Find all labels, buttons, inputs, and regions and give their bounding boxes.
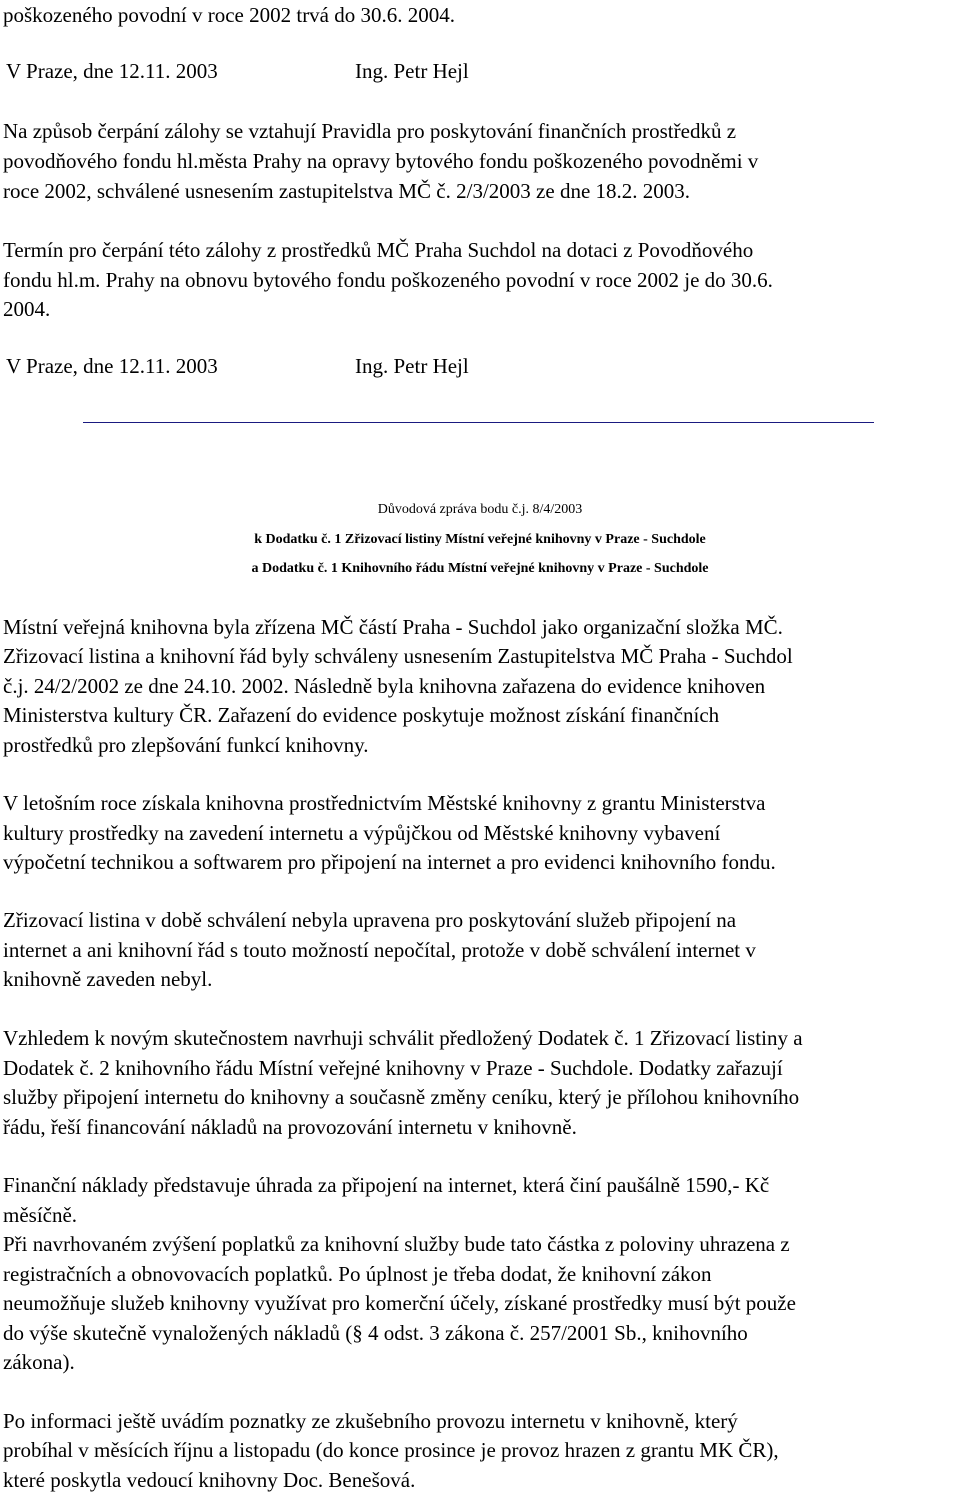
section-divider xyxy=(83,422,874,423)
text-line: Místní veřejná knihovna byla zřízena MČ částí Praha - Suchdol jako organizační složka MČ. xyxy=(3,615,783,639)
signature-name: Ing. Petr Hejl xyxy=(355,354,469,378)
signature-name: Ing. Petr Hejl xyxy=(355,59,469,83)
report-subheading-line: k Dodatku č. 1 Zřizovací listiny Místní veřejné knihovny v Praze - Suchdole xyxy=(254,532,706,547)
text-line: Vzhledem k novým skutečnostem navrhuji schválit předložený Dodatek č. 1 Zřizovací listiny a xyxy=(3,1026,803,1050)
report-heading: Důvodová zpráva bodu č.j. 8/4/2003 xyxy=(377,502,583,517)
text-line: Zřizovací listina v době schválení nebyla upravena pro poskytování služeb připojení na xyxy=(3,908,737,932)
text-line: 2004. xyxy=(3,297,51,321)
text-line: internet a ani knihovní řád s touto možností nepočítal, protože v době schválení internet v xyxy=(3,938,756,962)
report-subheading-line: a Dodatku č. 1 Knihovního řádu Místní veřejné knihovny v Praze - Suchdole xyxy=(251,561,709,576)
text-line: Dodatek č. 2 knihovního řádu Místní veřejné knihovny v Praze - Suchdole. Dodatky zařazují xyxy=(3,1056,783,1080)
text-line: prostředků pro zlepšování funkcí knihovny. xyxy=(3,733,369,757)
text-line: Po informaci ještě uvádím poznatky ze zkušebního provozu internetu v knihovně, který xyxy=(3,1409,738,1433)
text-line: Ministerstva kultury ČR. Zařazení do evidence poskytuje možnost získání finančních xyxy=(3,703,720,727)
text-line: probíhal v měsících říjnu a listopadu (do konce prosince je provoz hrazen z grantu MK ČR), xyxy=(3,1438,779,1462)
text-line: povodňového fondu hl.města Prahy na opravy bytového fondu poškozeného povodněmi v xyxy=(3,149,759,173)
text-line: fondu hl.m. Prahy na obnovu bytového fondu poškozeného povodní v roce 2002 je do 30.6. xyxy=(3,268,773,292)
text-line: Na způsob čerpání zálohy se vztahují Pravidla pro poskytování finančních prostředků z xyxy=(3,119,737,143)
text-line: knihovně zaveden nebyl. xyxy=(3,967,213,991)
text-line: do výše skutečně vynaložených nákladů (§ 4 odst. 3 zákona č. 257/2001 Sb., knihovního xyxy=(3,1321,748,1345)
text-line: zákona). xyxy=(3,1350,75,1374)
text-line: řádu, řeší financování nákladů na provozování internetu v knihovně. xyxy=(3,1115,577,1139)
signature-place-date: V Praze, dne 12.11. 2003 xyxy=(6,354,218,378)
text-line: registračních a obnovovacích poplatků. Po úplnost je třeba dodat, že knihovní zákon xyxy=(3,1262,712,1286)
text-line: poškozeného povodní v roce 2002 trvá do 30.6. 2004. xyxy=(3,3,456,27)
text-line: roce 2002, schválené usnesením zastupitelstva MČ č. 2/3/2003 ze dne 18.2. 2003. xyxy=(3,179,691,203)
text-line: Termín pro čerpání této zálohy z prostředků MČ Praha Suchdol na dotaci z Povodňového xyxy=(3,238,754,262)
signature-place-date: V Praze, dne 12.11. 2003 xyxy=(6,59,218,83)
text-line: výpočetní technikou a softwarem pro připojení na internet a pro evidenci knihovního fondu. xyxy=(3,850,776,874)
text-line: neumožňuje služeb knihovny využívat pro komerční účely, získané prostředky musí být použe xyxy=(3,1291,796,1315)
text-line: V letošním roce získala knihovna prostřednictvím Městské knihovny z grantu Ministerstva xyxy=(3,791,766,815)
text-line: č.j. 24/2/2002 ze dne 24.10. 2002. Následně byla knihovna zařazena do evidence knihoven xyxy=(3,674,766,698)
text-line: služby připojení internetu do knihovny a současně změny ceníku, který je přílohou knihovního xyxy=(3,1085,800,1109)
text-line: Zřizovací listina a knihovní řád byly schváleny usnesením Zastupitelstva MČ Praha - Suchdol xyxy=(3,644,793,668)
text-line: kultury prostředky na zavedení internetu a výpůjčkou od Městské knihovny vybavení xyxy=(3,821,721,845)
text-line: měsíčně. xyxy=(3,1203,78,1227)
text-line: Finanční náklady představuje úhrada za připojení na internet, která činí paušálně 1590,- Kč xyxy=(3,1173,770,1197)
text-line: Při navrhovaném zvýšení poplatků za knihovní služby bude tato částka z poloviny uhrazena z xyxy=(3,1232,790,1256)
text-line: které poskytla vedoucí knihovny Doc. Benešová. xyxy=(3,1468,416,1492)
